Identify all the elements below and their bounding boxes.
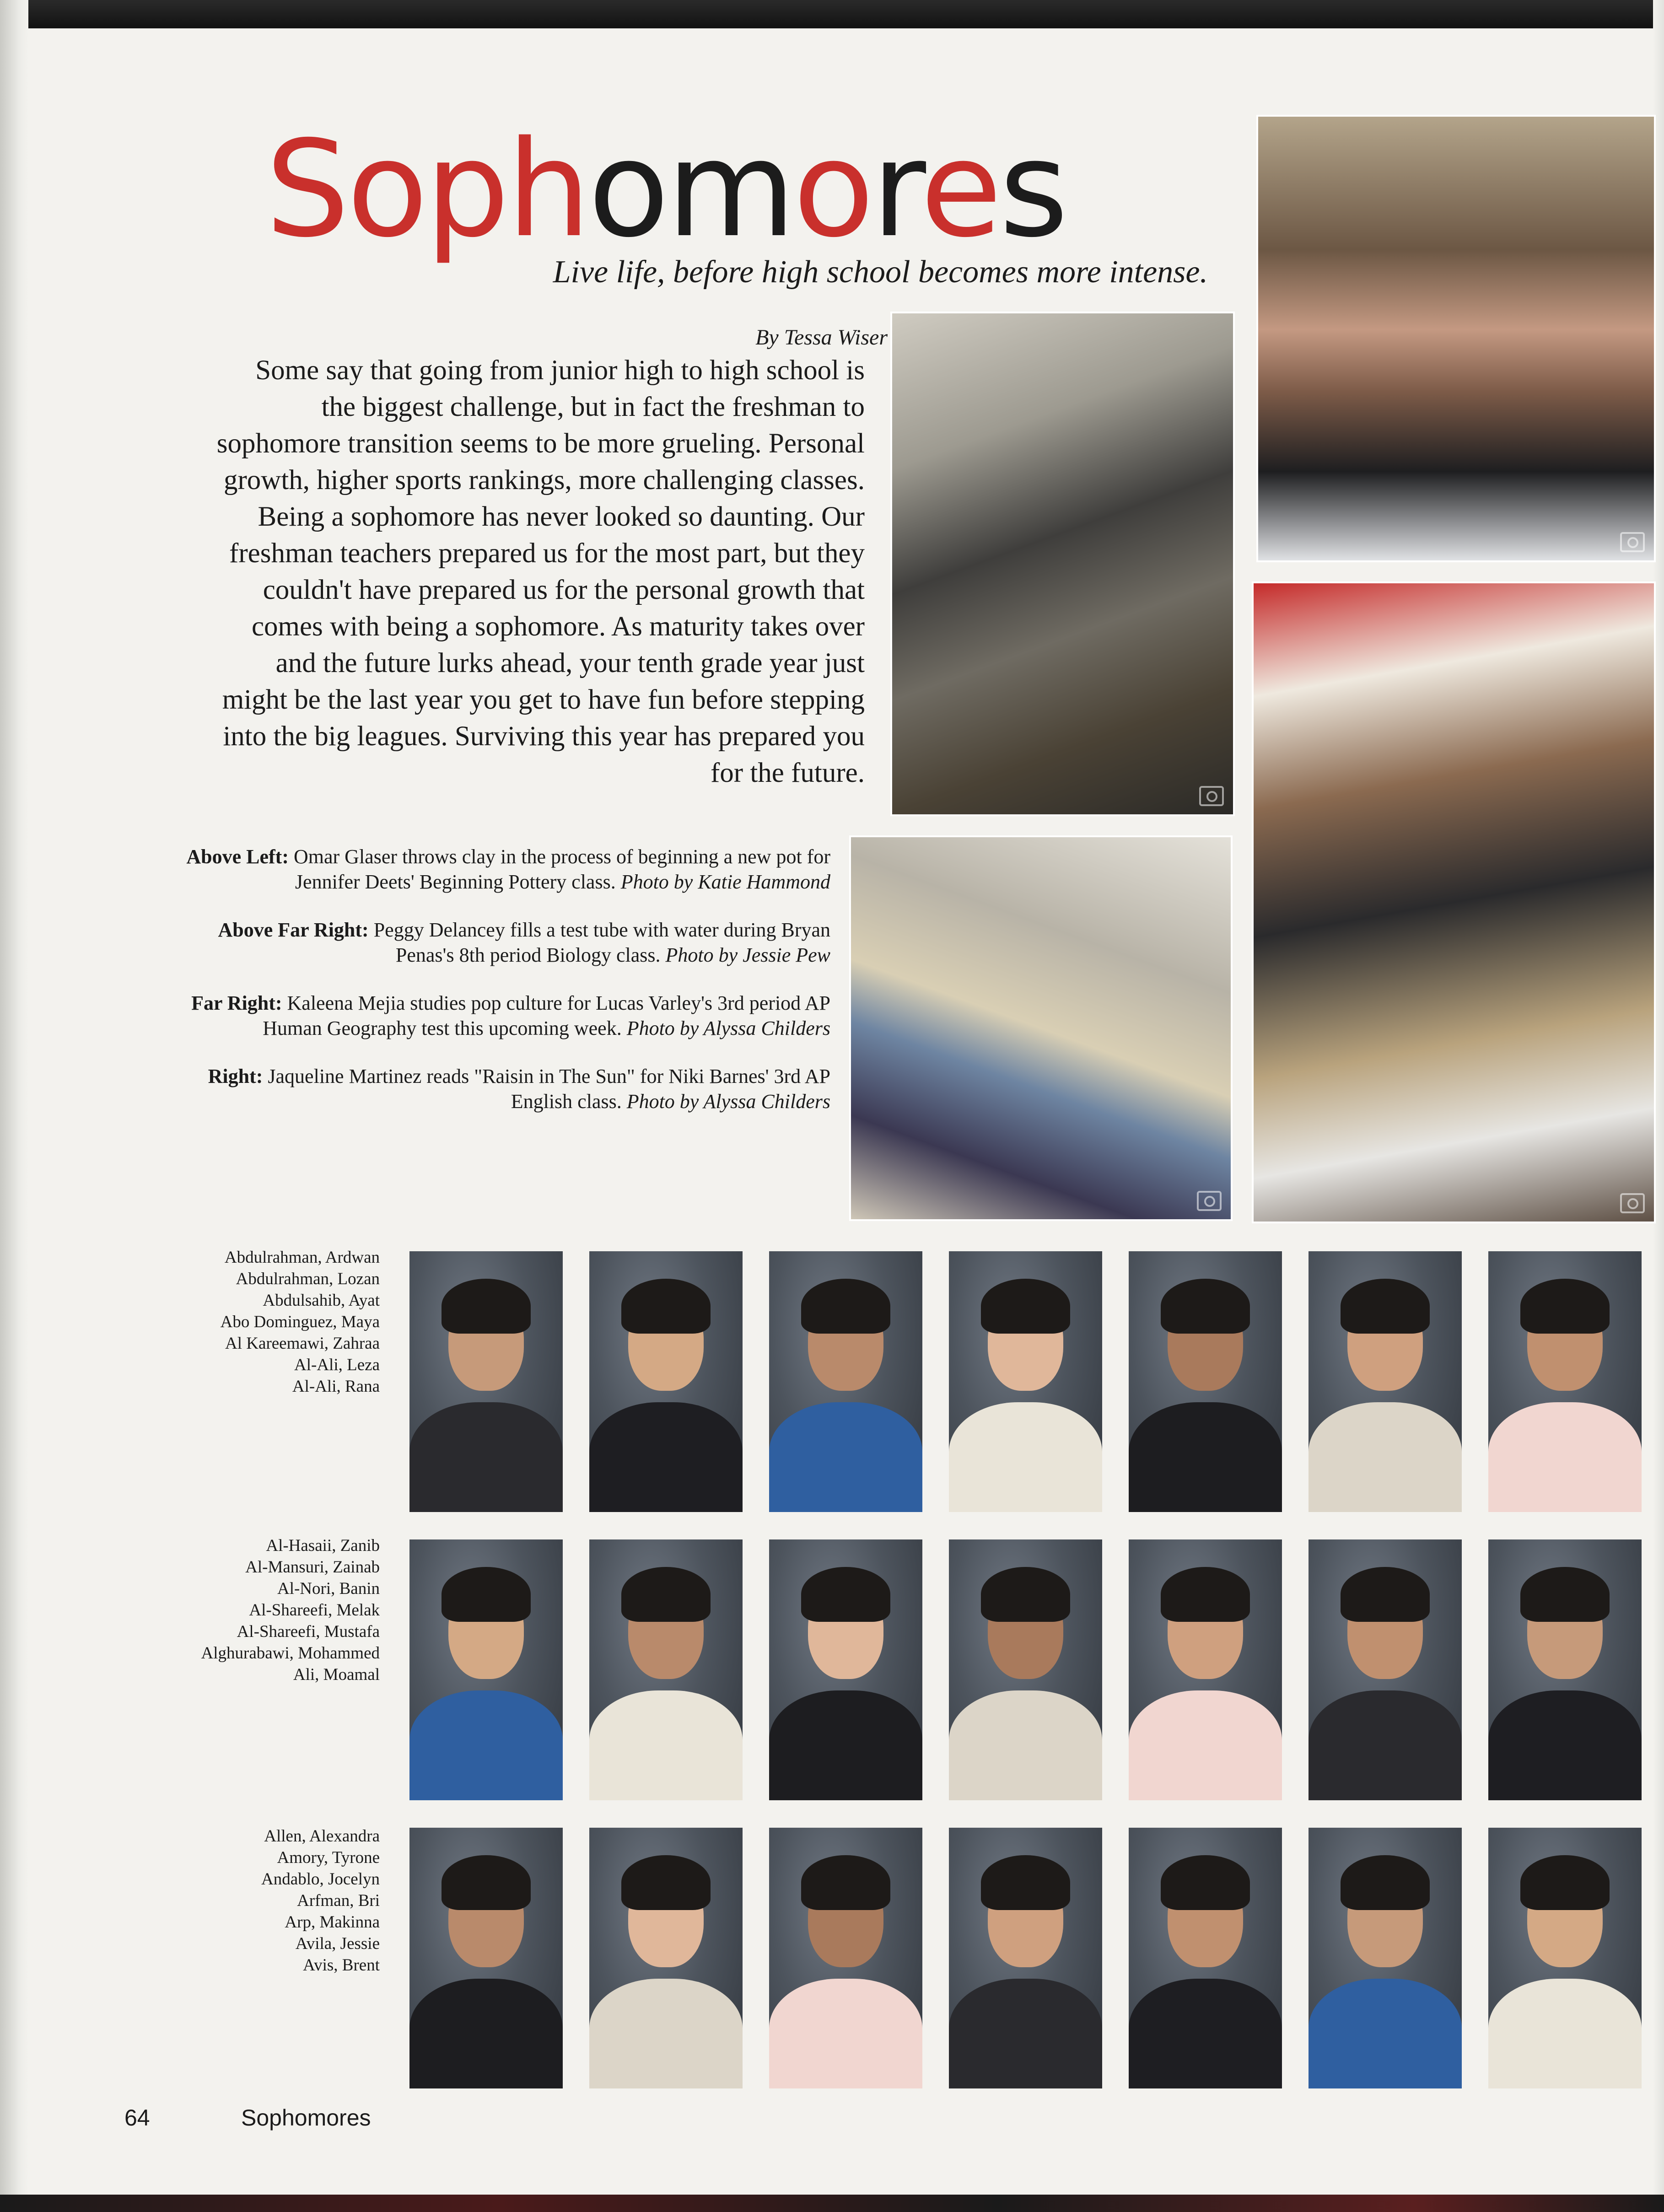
caption-label: Far Right: xyxy=(191,992,282,1014)
photo-icon xyxy=(1197,1191,1222,1211)
portrait-shoulders xyxy=(1129,1402,1282,1512)
portrait-hair xyxy=(621,1567,711,1622)
body-line: Some say that going from junior high to high school is xyxy=(255,355,865,386)
body-line: the biggest challenge, but in fact the freshman to xyxy=(321,392,865,422)
portrait-hair xyxy=(1341,1567,1430,1622)
caption xyxy=(183,917,830,968)
name-list xyxy=(151,1825,380,1976)
title-part: ph xyxy=(425,113,588,267)
portrait-hair xyxy=(442,1855,531,1910)
portrait-hair xyxy=(981,1567,1070,1622)
student-name: Abdulsahib, Ayat xyxy=(263,1291,380,1310)
caption-credit: Photo by Alyssa Childers xyxy=(626,1017,830,1039)
geography-photo xyxy=(1254,583,1654,1222)
student-name: Abdulrahman, Ardwan xyxy=(224,1248,380,1267)
caption-text: Peggy Delancey fills a test tube with water during Bryan Penas's 8th period Biology class. xyxy=(368,919,830,966)
portrait-hair xyxy=(1161,1279,1250,1334)
portrait-hair xyxy=(801,1279,890,1334)
student-portrait xyxy=(949,1539,1102,1800)
page-title xyxy=(265,114,1066,265)
body-line: comes with being a sophomore. As maturity takes over xyxy=(251,611,865,642)
portrait-row xyxy=(409,1539,1645,1800)
page-edge-top xyxy=(0,0,1664,28)
student-name: Alghurabawi, Mohammed xyxy=(201,1644,380,1663)
reading-photo xyxy=(851,837,1231,1219)
student-portrait xyxy=(1129,1251,1282,1512)
student-portrait xyxy=(769,1539,922,1800)
student-portrait xyxy=(1309,1251,1462,1512)
portrait-shoulders xyxy=(1309,1690,1462,1800)
caption xyxy=(183,1064,830,1114)
student-portrait xyxy=(1488,1539,1642,1800)
portrait-shoulders xyxy=(409,1979,563,2088)
biology-photo xyxy=(1258,117,1654,560)
page-subtitle: Live life, before high school becomes more intense. xyxy=(553,254,1208,290)
portrait-hair xyxy=(1161,1567,1250,1622)
student-name: Avis, Brent xyxy=(303,1956,380,1975)
portrait-hair xyxy=(1520,1279,1610,1334)
portrait-hair xyxy=(981,1279,1070,1334)
title-part: So xyxy=(265,113,425,267)
student-portrait xyxy=(769,1251,922,1512)
portrait-hair xyxy=(1341,1855,1430,1910)
student-portrait xyxy=(1129,1539,1282,1800)
portrait-shoulders xyxy=(409,1402,563,1512)
student-name: Andablo, Jocelyn xyxy=(261,1870,380,1889)
caption-credit: Photo by Alyssa Childers xyxy=(626,1090,830,1113)
portrait-row xyxy=(409,1251,1645,1512)
title-part: m xyxy=(666,113,793,267)
portrait-shoulders xyxy=(1488,1402,1642,1512)
student-portrait xyxy=(1309,1828,1462,2088)
portrait-hair xyxy=(621,1279,711,1334)
portrait-shoulders xyxy=(1488,1690,1642,1800)
student-name: Arfman, Bri xyxy=(297,1891,380,1910)
student-name: Al-Shareefi, Melak xyxy=(249,1601,380,1620)
portrait-hair xyxy=(801,1855,890,1910)
student-name: Arp, Makinna xyxy=(285,1913,380,1932)
portrait-shoulders xyxy=(1488,1979,1642,2088)
student-portrait xyxy=(589,1828,743,2088)
body-line: freshman teachers prepared us for the most part, but they xyxy=(229,538,865,569)
student-name: Al-Mansuri, Zainab xyxy=(245,1558,380,1577)
student-name: Amory, Tyrone xyxy=(277,1848,380,1867)
student-name: Ali, Moamal xyxy=(293,1665,380,1684)
body-line: might be the last year you get to have fun before stepping xyxy=(222,684,865,715)
page-edge-right xyxy=(1653,0,1664,2212)
portrait-shoulders xyxy=(1129,1979,1282,2088)
portrait-hair xyxy=(1520,1855,1610,1910)
body-line: sophomore transition seems to be more grueling. Personal xyxy=(216,428,865,459)
caption-credit: Photo by Jessie Pew xyxy=(665,944,830,966)
portrait-shoulders xyxy=(409,1690,563,1800)
caption-text: Omar Glaser throws clay in the process of beginning a new pot for Jennifer Deets' Beginning Pottery class. xyxy=(288,845,830,893)
student-portrait xyxy=(1488,1251,1642,1512)
title-part: o xyxy=(793,113,872,267)
portrait-shoulders xyxy=(949,1690,1102,1800)
body-line: and the future lurks ahead, your tenth grade year just xyxy=(275,648,865,678)
portrait-shoulders xyxy=(1309,1402,1462,1512)
photo-icon xyxy=(1620,532,1645,552)
student-portrait xyxy=(589,1251,743,1512)
portrait-hair xyxy=(1161,1855,1250,1910)
name-list xyxy=(151,1247,380,1397)
student-portrait xyxy=(1488,1828,1642,2088)
photo-captions xyxy=(183,844,830,1137)
portrait-shoulders xyxy=(769,1690,922,1800)
portrait-shoulders xyxy=(589,1979,743,2088)
caption-label: Right: xyxy=(208,1065,263,1087)
student-name: Al-Hasaii, Zanib xyxy=(266,1536,380,1555)
portrait-shoulders xyxy=(949,1402,1102,1512)
photo-icon xyxy=(1199,786,1224,806)
caption-credit: Photo by Katie Hammond xyxy=(620,871,830,893)
photo-icon xyxy=(1620,1193,1645,1213)
name-list xyxy=(151,1535,380,1685)
portrait-hair xyxy=(981,1855,1070,1910)
student-portrait xyxy=(409,1251,563,1512)
portrait-hair xyxy=(801,1567,890,1622)
title-part: r xyxy=(871,113,921,267)
portrait-hair xyxy=(442,1567,531,1622)
caption xyxy=(183,844,830,894)
byline: By Tessa Wiser xyxy=(755,325,888,350)
student-portrait xyxy=(949,1828,1102,2088)
student-portrait xyxy=(1309,1539,1462,1800)
student-portrait xyxy=(409,1828,563,2088)
title-part: s xyxy=(999,113,1066,267)
portrait-shoulders xyxy=(589,1402,743,1512)
portrait-shoulders xyxy=(1309,1979,1462,2088)
caption-label: Above Left: xyxy=(186,845,289,868)
student-name: Al Kareemawi, Zahraa xyxy=(225,1334,380,1353)
student-portrait xyxy=(1129,1828,1282,2088)
student-name: Al-Ali, Rana xyxy=(292,1377,380,1396)
section-label: Sophomores xyxy=(241,2105,371,2131)
student-portrait xyxy=(409,1539,563,1800)
student-name: Avila, Jessie xyxy=(295,1934,380,1953)
student-name: Abdulrahman, Lozan xyxy=(236,1270,380,1288)
student-name: Al-Shareefi, Mustafa xyxy=(237,1622,380,1641)
pottery-photo xyxy=(892,313,1233,814)
portrait-shoulders xyxy=(1129,1690,1282,1800)
portrait-shoulders xyxy=(589,1690,743,1800)
page-number: 64 xyxy=(124,2105,150,2131)
student-name: Abo Dominguez, Maya xyxy=(220,1313,380,1331)
portrait-row xyxy=(409,1828,1645,2088)
caption-text: Kaleena Mejia studies pop culture for Lucas Varley's 3rd period AP Human Geography test this upcoming week. xyxy=(263,992,830,1039)
page-edge-bottom xyxy=(0,2195,1664,2212)
portrait-shoulders xyxy=(949,1979,1102,2088)
student-name: Allen, Alexandra xyxy=(264,1827,380,1846)
student-portrait xyxy=(589,1539,743,1800)
title-part: e xyxy=(920,113,1000,267)
student-name: Al-Ali, Leza xyxy=(294,1356,380,1374)
body-line: Being a sophomore has never looked so daunting. Our xyxy=(258,501,865,532)
caption-text: Jaqueline Martinez reads "Raisin in The Sun" for Niki Barnes' 3rd AP English class. xyxy=(263,1065,830,1113)
caption-label: Above Far Right: xyxy=(218,919,369,941)
student-portrait xyxy=(949,1251,1102,1512)
portrait-hair xyxy=(1341,1279,1430,1334)
portrait-hair xyxy=(621,1855,711,1910)
portrait-shoulders xyxy=(769,1402,922,1512)
student-name: Al-Nori, Banin xyxy=(277,1579,380,1598)
portrait-hair xyxy=(1520,1567,1610,1622)
body-line: couldn't have prepared us for the personal growth that xyxy=(263,575,865,605)
caption xyxy=(183,990,830,1041)
title-part: o xyxy=(588,113,667,267)
portrait-shoulders xyxy=(769,1979,922,2088)
student-portrait xyxy=(769,1828,922,2088)
body-line: for the future. xyxy=(710,758,865,788)
body-line: into the big leagues. Surviving this year has prepared you xyxy=(223,721,865,752)
body-line: growth, higher sports rankings, more challenging classes. xyxy=(223,465,865,495)
article-body xyxy=(137,352,865,791)
portrait-hair xyxy=(442,1279,531,1334)
page-gutter-shadow xyxy=(0,0,28,2212)
